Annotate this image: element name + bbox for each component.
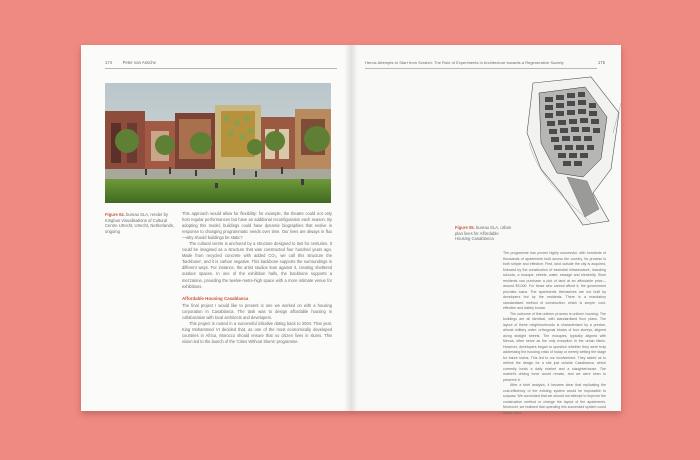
right-header-rule bbox=[365, 68, 597, 69]
left-running-head: Peter van Assche bbox=[122, 60, 156, 65]
book-gutter-shadow bbox=[344, 45, 358, 411]
figure-05-caption bbox=[455, 225, 513, 242]
section-subheading: Affordable Housing Casablanca bbox=[182, 295, 249, 301]
figure-04-label: Figure 04. bbox=[105, 212, 125, 217]
right-page bbox=[351, 45, 621, 415]
figure-04-text: bureau SLA, render by Kingbus Visualisations of Cultural Centre Utrecht, Utrecht, Netherlands, ongoing bbox=[105, 212, 175, 234]
figure-04-caption bbox=[105, 212, 175, 234]
book-spread bbox=[81, 45, 621, 415]
right-paragraph-2: The outcome of this uniform process is uniform housing. The buildings are all identical, with standardised floor plans. The layout of these neighbourhoods is characterised by a precise, almost military order: orthogonal blocks of four storeys, aligned along straight streets. The mosques, typically aligned with Mecca, often serve as the only exception in the urban fabric. However, developers began to question whether they were truly addressing the housing crisis of today or merely setting the stage for future slums. This led to our involvement. They asked us to rethink the design for a site just outside Casablanca, which currently hosts a daily market and a slaughterhouse. The market's driving force would remain, and we were keen to preserve it. bbox=[503, 311, 606, 382]
left-paragraph-2: The cultural centre is anchored by a structure designed to last for centuries. It could be imagined as a structure that was constructed four hundred years ago. Made from recycled concrete with added CO₂, we call this structure the 'backbone', and it is carbon negative. This backbone supports the surroundings in different ways. For instance, the artist studios lean against it, creating sheltered outdoor spaces. In one of the exhibition halls, the backbone supports a mezzanine, providing the twelve-metre-high space with a more intimate venue for exhibitions. bbox=[182, 241, 332, 289]
right-running-head: Heroic Attempts to Start from Scratch: The Role of Experiments in Architecture towards a Regenerative Society bbox=[365, 60, 564, 65]
left-page-number: 174 bbox=[105, 60, 113, 65]
left-running-header bbox=[105, 60, 156, 65]
urban-plan-drawing bbox=[521, 73, 623, 233]
left-paragraph-1: This approach would allow for flexibility: for example, the theatre could not only host regular performances but have an additional reconfiguration each season. By adopting this model, buildings could have dynamic biographies that evolve in response to changing programmatic needs over time. Our lives are always in flux—why should buildings be static? bbox=[182, 211, 332, 241]
housing-paragraph-1: The final project I would like to present is one we worked on with a housing corporation in Casablanca. The task was to design affordable housing in collaboration with local architects and developers. bbox=[182, 302, 332, 320]
right-paragraph-3: After a brief analysis, it became clear that replicating the cost-efficiency of the existing system would be impossible to surpass. We concluded that we should not attempt to improve the construction method or change the layout of the apartments. Moreover, we realised that upending this successful system could cause more bbox=[503, 383, 606, 415]
right-running-header bbox=[365, 60, 605, 65]
left-page bbox=[81, 45, 351, 411]
left-header-rule bbox=[105, 68, 337, 69]
figure-05-label: Figure 05. bbox=[455, 225, 475, 230]
right-paragraph-1: The programme has proven highly successful, with hundreds of thousands of apartments built across the country. Its process is both simple and effective. First, land outside the city is acquired, followed by the construction of essential infrastructure, including schools, a mosque, streets, water, sewage and electricity. Slum residents can purchase a plot of land at an affordable price—around €5,000. For those who cannot afford it, the government provides loans. The apartments themselves are not built by developers but by the residents. There is a mandatory standardised method of construction, which is simple, cost-effective and widely known. bbox=[503, 251, 606, 310]
housing-paragraph-2: This project is rooted in a successful initiative dating back to 2004. That year, King Mohammed VI decided that, as one of the most economically developed countries in Africa, Morocco should ensure that no citizen lives in slums. This vision led to the launch of the 'Cities Without Slums' programme. bbox=[182, 320, 332, 344]
right-page-number: 175 bbox=[597, 60, 605, 65]
right-body-text bbox=[503, 251, 606, 416]
left-body-text bbox=[182, 211, 332, 345]
figure-05-text: bureau SLA, urban plan lines for Affordable Housing Casablanca bbox=[455, 225, 512, 242]
cultural-centre-render bbox=[105, 83, 331, 203]
